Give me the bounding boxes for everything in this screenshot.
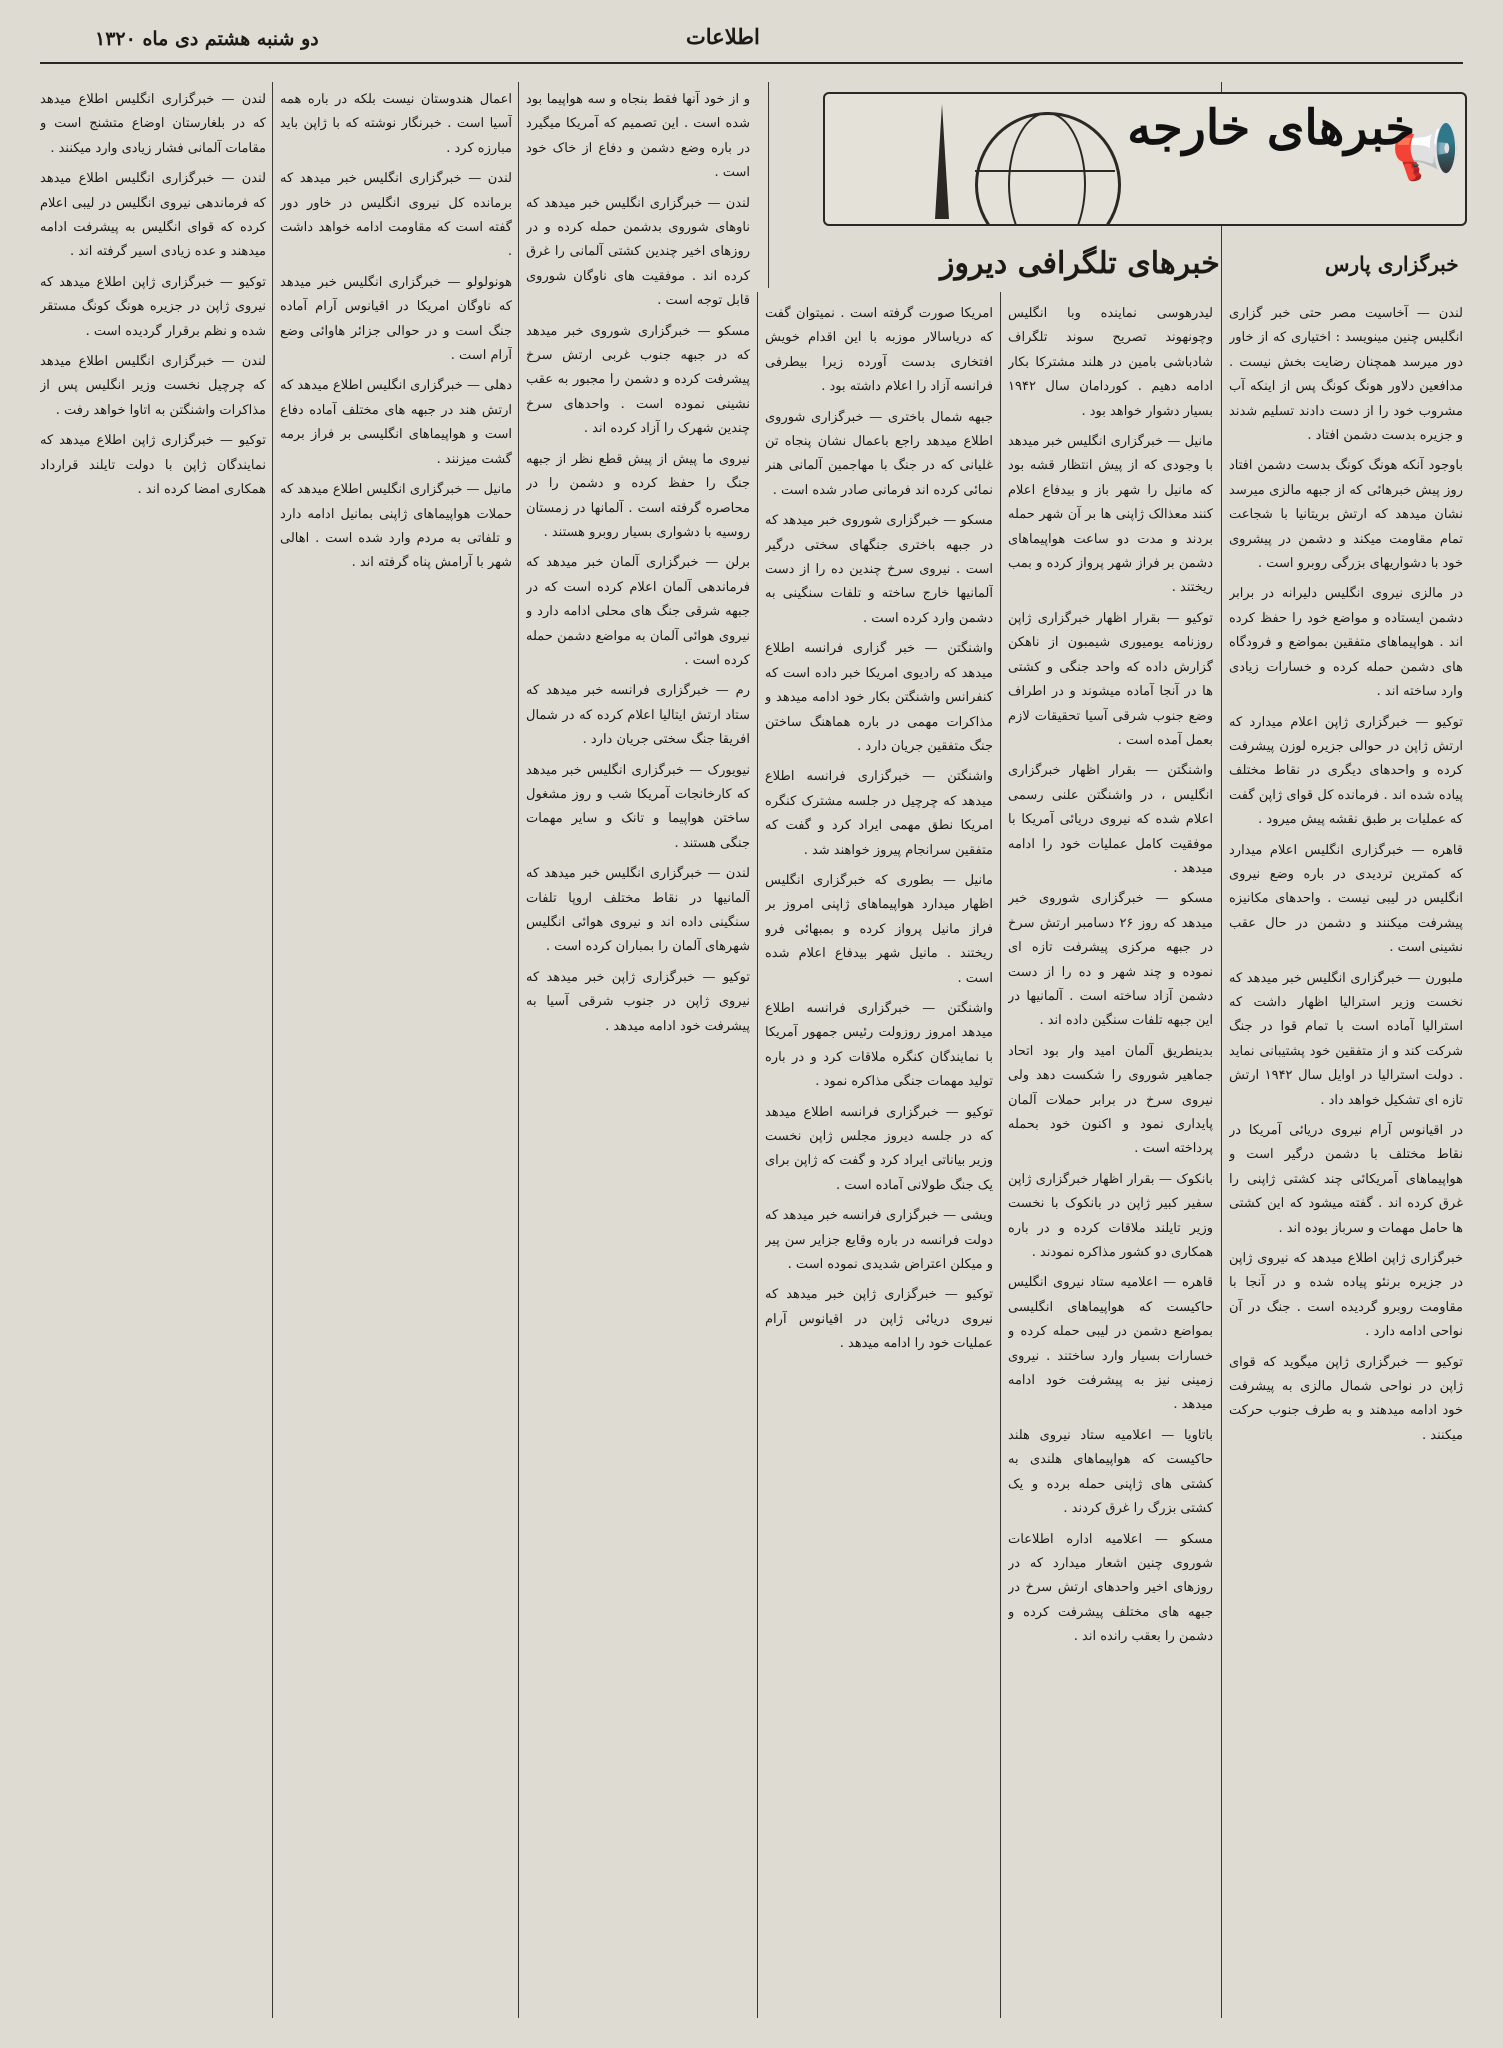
- news-paragraph: توکیو — خبرگزاری ژاپن خبر میدهد که نیروی دریائی ژاپن در اقیانوس آرام عملیات خود را ادامه میدهد .: [765, 1287, 993, 1352]
- news-paragraph: هونولولو — خبرگزاری انگلیس خبر میدهد که ناوگان امریکا در اقیانوس آرام آماده جنگ است و در حوالی جزائر هاوائی وضع آرام است .: [280, 274, 512, 364]
- news-paragraph: لندن — خبرگزاری انگلیس خبر میدهد که ناوهای شوروی بدشمن حمله کرده و در روزهای اخیر چندین کشتی آلمانی را غرق کرده اند . موفقیت های ناوگان شوروی قابل توجه است .: [526, 195, 750, 309]
- news-paragraph: امریکا صورت گرفته است . نمیتوان گفت که دریاسالار موزبه با این اقدام خویش افتخاری بدست آورده زیرا بیطرفی فرانسه آزاد را اعلام داشته بود .: [765, 306, 993, 395]
- news-paragraph: واشنگتن — خبر گزاری فرانسه اطلاع میدهد که رادیوی امریکا خبر داده است که کنفرانس واشنگتن بکار خود ادامه میدهد و مذاکرات مهمی در باره هماهنگ ساختن جنگ متفقین جریان دارد .: [765, 641, 993, 754]
- section-title: خبرهای خارجه: [1127, 100, 1415, 156]
- header-rule: [40, 62, 1463, 64]
- news-paragraph: و از خود آنها فقط بنجاه و سه هواپیما بود شده است . این تصمیم که آمریکا میگیرد در باره وضع دشمن و دفاع از خاک خود است .: [526, 92, 750, 181]
- news-paragraph: لیدرهوسی نماینده وبا انگلیس وچونهوند تصریح سوند تلگراف شادباشی بامین در هلند مشترکا بکار ادامه دهیم . کوردامان سال ۱۹۴۲ بسیار دشوار خواهد بود .: [1008, 306, 1213, 419]
- news-column: [280, 82, 512, 2018]
- news-paragraph: توکیو — بقرار اظهار خبرگزاری ژاپن روزنامه یومیوری شیمبون از ناهکن گزارش داده که واحد جنگی و کشتی ها در آنجا آماده میشوند و در اطراف وضع جنوب شرقی آسیا تحقیقات لازم بعمل آمده است .: [1008, 610, 1213, 748]
- agency-label: خبرگزاری پارس: [1325, 252, 1459, 276]
- column-rule: [272, 82, 273, 2018]
- news-paragraph: در مالزی نیروی انگلیس دلیرانه در برابر دشمن ایستاده و مواضع خود را حفظ کرده اند . هواپیماهای متفقین بمواضع و فرودگاه های دشمن حمله کرده و خسارات زیادی وارد ساخته اند .: [1229, 586, 1463, 700]
- news-paragraph: واشنگتن — بقرار اظهار خبرگزاری انگلیس ، در واشنگتن علنی رسمی اعلام شده که نیروی دریائی آمریکا با موفقیت کامل عملیات خود را ادامه میدهد .: [1008, 763, 1213, 876]
- news-paragraph: نیویورک — خبرگزاری انگلیس خبر میدهد که کارخانجات آمریکا شب و روز مشغول ساختن هواپیما و تانک و سایر مهمات جنگی هستند .: [526, 762, 750, 851]
- megaphone-icon: 📢: [1391, 119, 1461, 184]
- news-paragraph: باوجود آنکه هونگ کونگ بدست دشمن افتاد روز پیش خبرهائی که از جبهه مالزی میرسد نشان میدهد که ارتش بریتانیا با شجاعت تمام مقاومت میکند و دشمن در پیشروی خود با دشواریهای بزرگی روبرو است .: [1229, 458, 1463, 572]
- news-paragraph: توکیو — خبرگزاری ژاپن اطلاع میدهد که نیروی ژاپن در جزیره هونگ کونگ مستقر شده و نظم برقرار گردیده است .: [40, 274, 266, 339]
- column-rule: [757, 292, 758, 2018]
- news-paragraph: اعمال هندوستان نیست بلکه در باره همه آسیا است . خبرنگار نوشته که با ژاپن باید مبارزه کرد .: [280, 92, 512, 156]
- radio-tower-icon: [935, 104, 949, 219]
- column-rule: [518, 82, 519, 2018]
- news-column: [1008, 296, 1213, 2018]
- news-paragraph: مانیل — خبرگزاری انگلیس اطلاع میدهد که حملات هواپیماهای ژاپنی بمانیل ادامه دارد و تلفاتی به مردم وارد شده است . اهالی شهر با آرامش پناه گرفته اند .: [280, 482, 512, 571]
- news-column: [526, 82, 750, 2018]
- news-paragraph: در اقیانوس آرام نیروی دریائی آمریکا در نقاط مختلف با دشمن درگیر است و هواپیماهای آمریکائی چند کشتی ژاپنی را غرق کرده اند . گفته میشود که این کشتی ها حامل مهمات و سرباز بوده اند .: [1229, 1123, 1463, 1236]
- news-column: [40, 82, 266, 2018]
- news-paragraph: قاهره — خبرگزاری انگلیس اعلام میدارد که کمترین تردیدی در باره وضع نیروی انگلیس در لیبی نیست . واحدهای مکانیزه پیشرفت میکنند و دشمن در حال عقب نشینی است .: [1229, 842, 1463, 956]
- news-paragraph: واشنگتن — خبرگزاری فرانسه اطلاع میدهد که چرچیل در جلسه مشترک کنگره امریکا نطق مهمی ایراد کرد و گفت که متفقین سرانجام پیروز خواهند شد .: [765, 769, 993, 858]
- news-paragraph: خبرگزاری ژاپن اطلاع میدهد که نیروی ژاپن در جزیره برنئو پیاده شده و در آنجا با مقاومت روبرو گردیده است . جنگ در آن نواحی ادامه دارد .: [1229, 1251, 1463, 1340]
- column-rule: [1221, 82, 1222, 2018]
- news-paragraph: برلن — خبرگزاری آلمان خبر میدهد که فرماندهی آلمان اعلام کرده است که در جبهه شرقی جنگ های محلی ادامه دارد و نیروی هوائی آلمان به مواضع دشمن حمله کرده است .: [526, 555, 750, 668]
- news-paragraph: لندن — خبرگزاری انگلیس اطلاع میدهد که فرماندهی نیروی انگلیس در لیبی اعلام کرده که قوای انگلیس به پیشرفت ادامه میدهند و عده زیادی اسیر گرفته اند .: [40, 171, 266, 260]
- issue-date: دو شنبه هشتم دی ماه ۱۳۲۰: [95, 28, 319, 50]
- news-paragraph: مسکو — خبرگزاری شوروی خبر میدهد که روز ۲۶ دسامبر ارتش سرخ در جبهه مرکزی پیشرفت تازه ای نموده و چند شهر و ده را از دست دشمن آزاد ساخته است . آلمانیها در این جبهه تلفات سنگین داده اند .: [1008, 891, 1213, 1029]
- news-paragraph: دهلی — خبرگزاری انگلیس اطلاع میدهد که ارتش هند در جبهه های مختلف آماده دفاع است و هواپیماهای انگلیسی بر فراز برمه گشت میزنند .: [280, 378, 512, 467]
- globe-icon: [975, 112, 1121, 226]
- news-paragraph: توکیو — خبرگزاری ژاپن اعلام میدارد که ارتش ژاپن در حوالی جزیره لوزن پیشرفت کرده و واحدهای دیگری در نقاط مختلف پیاده شده اند . فرمانده کل قوای ژاپن گفت که عملیات بر طبق نقشه پیش میرود .: [1229, 714, 1463, 828]
- news-paragraph: لندن — خبرگزاری انگلیس خبر میدهد که آلمانیها در نقاط مختلف اروپا تلفات سنگینی داده اند و نیروی هوائی انگلیس شهرهای آلمان را بمباران کرده است .: [526, 866, 750, 955]
- news-paragraph: لندن — آخاسیت مصر حتی خبر گزاری انگلیس چنین مینویسد : اختیاری که از خاور دور میرسد همچنان رضایت بخش نیست . مدافعین دلاور هونگ کونگ پس از اینکه آب مشروب خود را از دست دادند تسلیم شدند و جزیره بدست دشمن افتاد .: [1229, 306, 1463, 444]
- news-paragraph: قاهره — اعلامیه ستاد نیروی انگلیس حاکیست که هواپیماهای انگلیسی بمواضع دشمن در لیبی حمله کرده و خسارات بسیار وارد ساختند . نیروی زمینی نیز به پیشرفت خود ادامه میدهد .: [1008, 1275, 1213, 1413]
- news-paragraph: لندن — خبرگزاری انگلیس خبر میدهد که برمانده کل نیروی انگلیس در خاور دور گفته است که مقاومت ادامه خواهد داشت .: [280, 171, 512, 260]
- column-rule: [1000, 292, 1001, 2018]
- news-paragraph: مسکو — خبرگزاری شوروی خبر میدهد که در جبهه جنوب غربی ارتش سرخ پیشرفت کرده و دشمن را مجبور به عقب نشینی نموده است . واحدهای سرخ چندین شهرک را آزاد کرده اند .: [526, 323, 750, 437]
- news-paragraph: بدینطریق آلمان امید وار بود اتحاد جماهیر شوروی را شکست دهد ولی نیروی سرخ در برابر حملات آلمان پایداری نمود و اکنون خود بحمله پرداخته است .: [1008, 1043, 1213, 1157]
- section-banner: [823, 92, 1467, 226]
- news-paragraph: واشنگتن — خبرگزاری فرانسه اطلاع میدهد امروز روزولت رئیس جمهور آمریکا با نمایندگان کنگره ملاقات کرد و در باره تولید مهمات جنگی مذاکره نمود .: [765, 1000, 993, 1090]
- news-paragraph: لندن — خبرگزاری انگلیس اطلاع میدهد که چرچیل نخست وزیر انگلیس پس از مذاکرات واشنگتن به اتاوا خواهد رفت .: [40, 354, 266, 418]
- news-paragraph: توکیو — خبرگزاری فرانسه اطلاع میدهد که در جلسه دیروز مجلس ژاپن نخست وزیر بیاناتی ایراد کرد و گفت که ژاپن برای یک جنگ طولانی آماده است .: [765, 1104, 993, 1193]
- news-paragraph: لندن — خبرگزاری انگلیس اطلاع میدهد که در بلغارستان اوضاع متشنج است و مقامات آلمانی فشار زیادی وارد میکنند .: [40, 92, 266, 156]
- news-paragraph: مسکو — خبرگزاری شوروی خبر میدهد که در جبهه باختری جنگهای سختی درگیر است . نیروی سرخ چندین ده را از دست آلمانیها خارج ساخته و تلفات سنگینی به دشمن وارد کرده است .: [765, 513, 993, 626]
- news-column: [765, 296, 993, 2018]
- news-paragraph: توکیو — خبرگزاری ژاپن خبر میدهد که نیروی ژاپن در جنوب شرقی آسیا به پیشرفت خود ادامه میدهد .: [526, 969, 750, 1034]
- news-paragraph: مانیل — بطوری که خبرگزاری انگلیس اظهار میدارد هواپیماهای ژاپنی امروز بر فراز مانیل پرواز کرده و بمبهائی فرو ریختند . مانیل شهر بیدفاع اعلام شده است .: [765, 872, 993, 986]
- news-paragraph: ملبورن — خبرگزاری انگلیس خبر میدهد که نخست وزیر استرالیا اظهار داشت که استرالیا آماده است با تمام قوا در جنگ شرکت کند و از متفقین خود پشتیبانی نماید . دولت استرالیا در اوایل سال ۱۹۴۲ ارتش تازه ای تشکیل خواهد داد .: [1229, 970, 1463, 1108]
- news-paragraph: مانیل — خبرگزاری انگلیس خبر میدهد با وجودی که از پیش انتظار قشه بود که مانیل را شهر باز و بیدفاع اعلام کنند معذالک ژاپنی ها بر آن شهر حمله بردند و مدت دو ساعت هواپیماهای دشمن بر فراز شهر پرواز کرده و بمب ریختند .: [1008, 434, 1213, 596]
- news-paragraph: باتاویا — اعلامیه ستاد نیروی هلند حاکیست که هواپیماهای هلندی به کشتی های ژاپنی حمله برده و یک کشتی بزرگ را غرق کردند .: [1008, 1427, 1213, 1517]
- news-paragraph: توکیو — خبرگزاری ژاپن میگوید که قوای ژاپن در نواحی شمال مالزی به پیشرفت خود ادامه میدهند و به طرف جنوب حرکت میکنند .: [1229, 1354, 1463, 1443]
- news-column: [1229, 296, 1463, 2018]
- news-paragraph: توکیو — خبرگزاری ژاپن اطلاع میدهد که نمایندگان ژاپن با دولت تایلند قرارداد همکاری امضا کرده اند .: [40, 433, 266, 498]
- headline: خبرهای تلگرافی دیروز: [940, 246, 1220, 281]
- column-rule: [768, 82, 769, 288]
- news-paragraph: مسکو — اعلامیه اداره اطلاعات شوروی چنین اشعار میدارد که در روزهای اخیر واحدهای ارتش سرخ در جبهه های مختلف پیشرفت کرده و دشمن را بعقب رانده اند .: [1008, 1531, 1213, 1645]
- news-paragraph: رم — خبرگزاری فرانسه خبر میدهد که ستاد ارتش ایتالیا اعلام کرده که در شمال افریقا جنگ سختی جریان دارد .: [526, 683, 750, 748]
- news-paragraph: بانکوک — بقرار اظهار خبرگزاری ژاپن سفیر کبیر ژاپن در بانکوک با نخست وزیر تایلند ملاقات کرده و در باره همکاری دو کشور مذاکره نمودند .: [1008, 1171, 1213, 1261]
- news-paragraph: ویشی — خبرگزاری فرانسه خبر میدهد که دولت فرانسه در باره وقایع جزایر سن پیر و میکلن اعتراض شدیدی نموده است .: [765, 1208, 993, 1273]
- news-paragraph: جبهه شمال باختری — خبرگزاری شوروی اطلاع میدهد راجع باعمال نشان پنجاه تن غلیانی که در جنگ با مهاجمین آلمانی هنر نمائی کرده اند فرمانی صادر شده است .: [765, 409, 993, 498]
- newspaper-name: اطلاعات: [686, 24, 760, 49]
- news-paragraph: نیروی ما پیش از پیش قطع نظر از جبهه جنگ را حفظ کرده و دشمن را در محاصره گرفته است . آلمانها در زمستان روسیه با دشواری بسیار روبرو هستند .: [526, 451, 750, 540]
